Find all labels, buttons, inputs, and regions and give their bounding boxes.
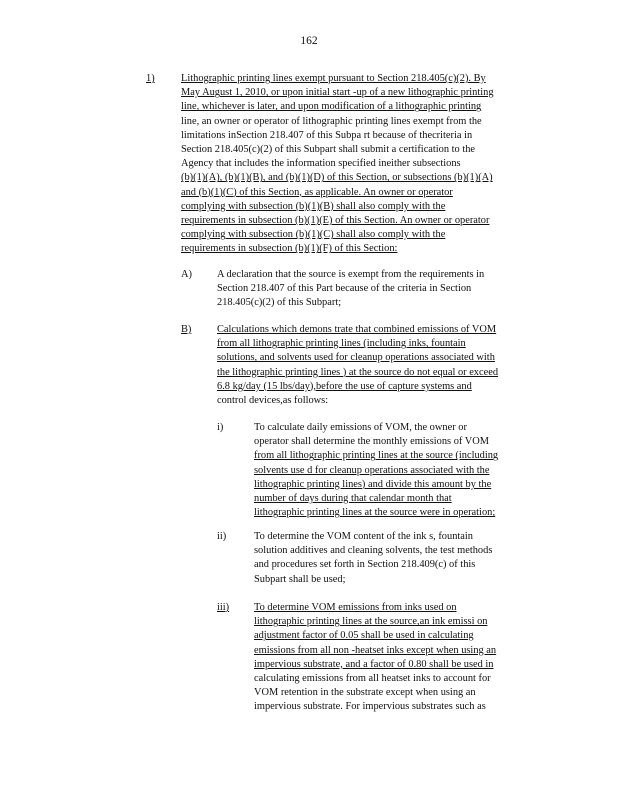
- text-line: Section 218.405(c)(2) of this Subpart shall submit a certification to the: [181, 144, 476, 156]
- text-line: lithographic printing lines) and divide this amount by the: [254, 478, 492, 490]
- text-line: control devices,as follows:: [217, 395, 329, 407]
- section-text: [254, 601, 537, 715]
- text-line: To determine the VOM content of the ink s, fountain: [254, 531, 473, 542]
- text-line: and (b)(1)(C) of this Section, as applicable. An owner or operator: [181, 186, 453, 198]
- text-line: line, whichever is later, and upon modification of a lithographic printing: [181, 101, 482, 113]
- text-line: from all lithographic printing lines (including inks, fountain: [217, 338, 466, 350]
- text-line: solution additives and cleaning solvents, the test methods: [254, 545, 493, 557]
- text-line: May August 1, 2010, or upon initial start -up of a new lithographic printing: [181, 87, 494, 99]
- text-line: emissions from all non -heatset inks except when using an: [254, 644, 497, 656]
- text-line: limitations inSection 218.407 of this Subpa rt because of thecriteria in: [181, 129, 473, 141]
- section-text: [254, 421, 537, 520]
- text-line: line, an owner or operator of lithographic printing lines exempt from the: [181, 115, 482, 127]
- text-line: impervious substrate, and a factor of 0.80 shall be used in: [254, 658, 494, 670]
- text-line: the lithographic printing lines ) at the source do not equal or exceed: [217, 366, 499, 378]
- text-line: requirements in subsection (b)(1)(F) of this Section:: [181, 243, 398, 255]
- text-line: Subpart shall be used;: [254, 573, 346, 585]
- text-line: requirements in subsection (b)(1)(E) of this Section. An owner or operator: [181, 215, 490, 227]
- text-line: Lithographic printing lines exempt pursuant to Section 218.405(c)(2). By: [181, 73, 486, 84]
- text-line: solvents use d for cleanup operations associated with the: [254, 464, 490, 476]
- text-line: Section 218.407 of this Part because of the criteria in Section: [217, 283, 472, 295]
- section-label: 1): [146, 73, 155, 84]
- text-line: Agency that includes the information specified ineither subsections: [181, 158, 461, 170]
- text-line: (b)(1)(A), (b)(1)(B), and (b)(1)(D) of this Section, or subsections (b)(1)(A): [181, 172, 493, 184]
- text-line: number of days during that calendar month that: [254, 493, 452, 505]
- section-text: [254, 530, 537, 587]
- section-label: A): [181, 269, 192, 280]
- section-label: i): [217, 422, 224, 433]
- section-label: ii): [217, 531, 227, 542]
- text-line: calculating emissions from all heatset inks to account for: [254, 673, 491, 685]
- text-line: To calculate daily emissions of VOM, the owner or: [254, 422, 467, 433]
- text-line: from all lithographic printing lines at the source (including: [254, 450, 499, 462]
- text-line: and procedures set forth in Section 218.409(c) of this: [254, 559, 476, 571]
- text-line: solutions, and solvents used for cleanup operations associated with: [217, 352, 495, 364]
- section-text: [217, 268, 537, 311]
- text-line: lithographic printing lines at the source were in operation;: [254, 507, 496, 519]
- text-line: lithographic printing lines at the source,an ink emissi on: [254, 616, 488, 628]
- section-text: [217, 323, 537, 408]
- text-line: 6.8 kg/day (15 lbs/day),before the use of capture systems and: [217, 380, 472, 392]
- text-line: operator shall determine the monthly emissions of VOM: [254, 436, 490, 448]
- section-label: B): [181, 324, 192, 335]
- text-line: impervious substrate. For impervious substrates such as: [254, 701, 486, 713]
- text-line: To determine VOM emissions from inks used on: [254, 602, 457, 613]
- section-text: [181, 72, 536, 257]
- text-line: VOM retention in the substrate except when using an: [254, 687, 476, 699]
- text-line: complying with subsection (b)(1)(C) shall also comply with the: [181, 229, 446, 241]
- text-line: A declaration that the source is exempt from the requirements in: [217, 269, 485, 280]
- text-line: adjustment factor of 0.05 shall be used in calculating: [254, 630, 474, 642]
- text-line: 218.405(c)(2) of this Subpart;: [217, 297, 342, 309]
- section-label: iii): [217, 602, 230, 613]
- text-line: Calculations which demons trate that combined emissions of VOM: [217, 324, 497, 335]
- text-line: complying with subsection (b)(1)(B) shall also comply with the: [181, 200, 446, 212]
- page-number: 162: [300, 35, 318, 47]
